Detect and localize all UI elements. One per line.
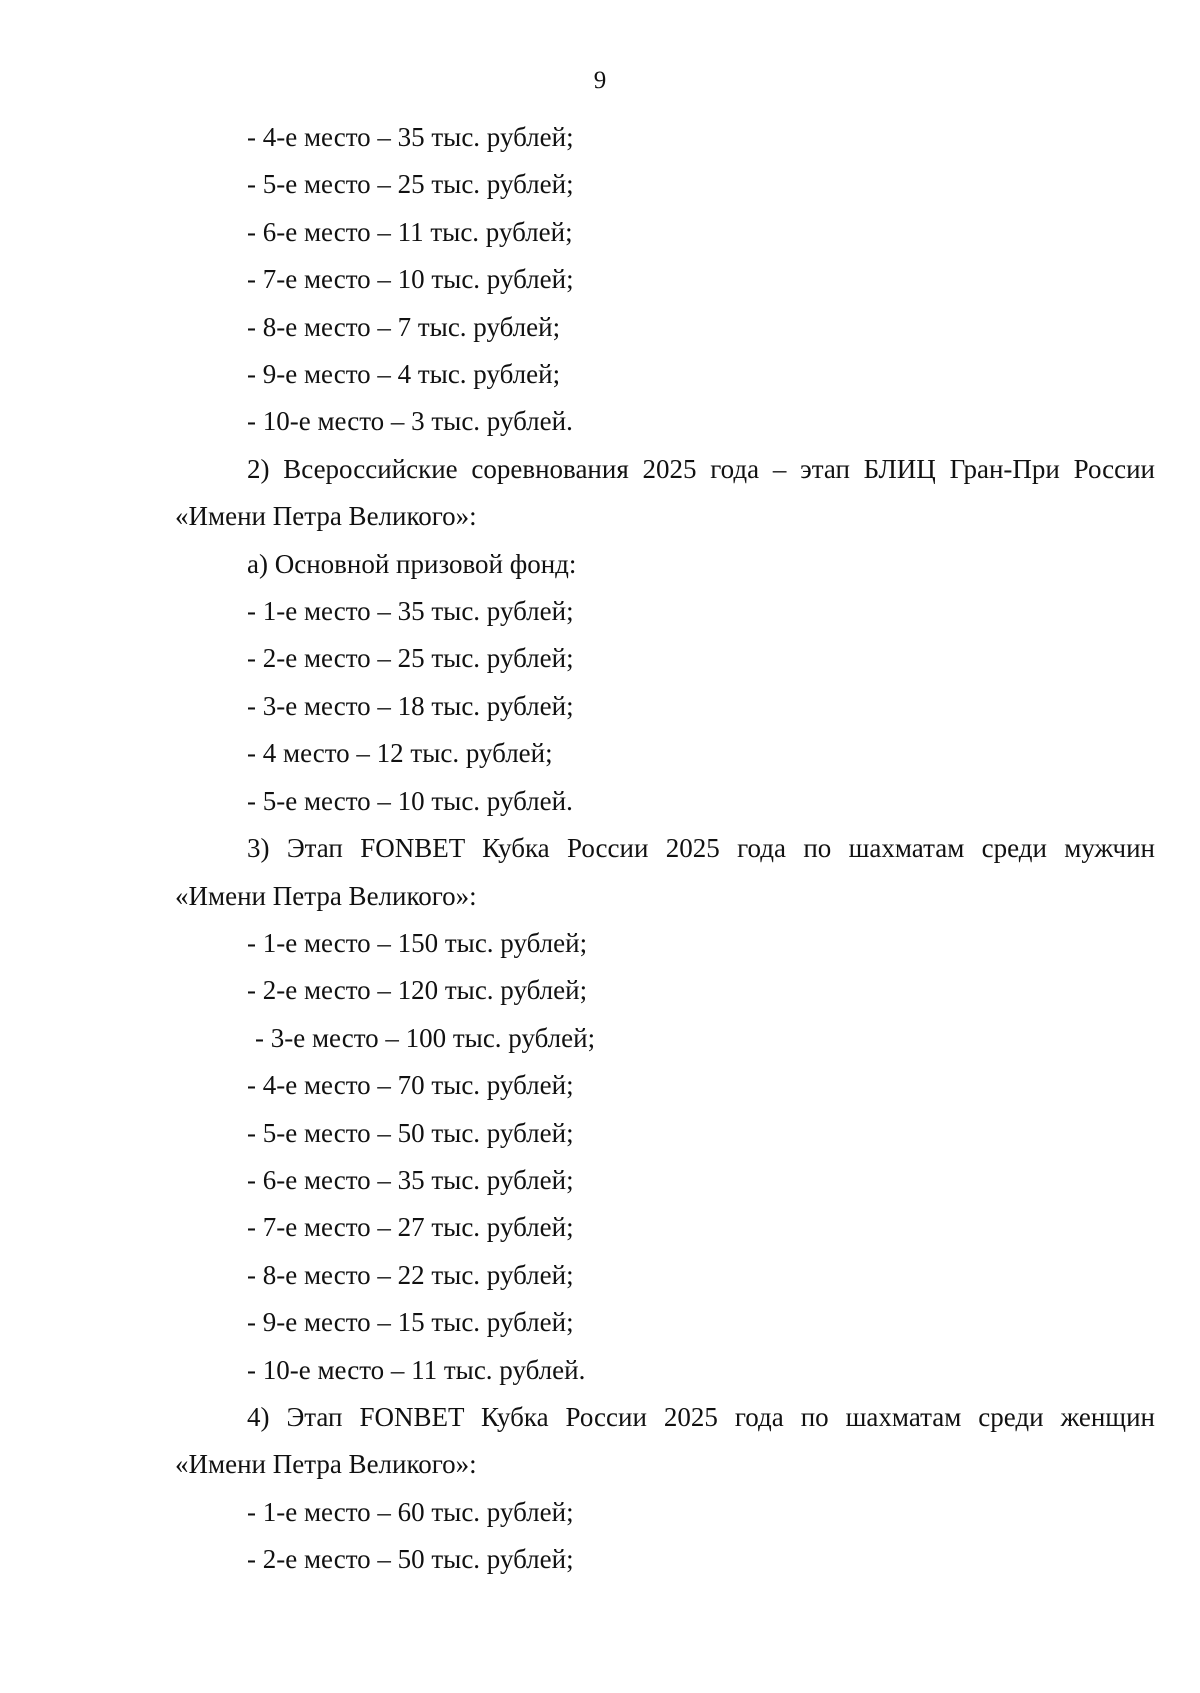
prize-list-continued — [175, 114, 1155, 446]
section-heading-continuation: «Имени Петра Великого»: — [175, 501, 477, 532]
list-item: - 5-е место – 25 тыс. рублей; — [247, 169, 574, 200]
list-item: - 4 место – 12 тыс. рублей; — [247, 738, 553, 769]
list-item: - 7-е место – 10 тыс. рублей; — [247, 264, 574, 295]
list-item: - 5-е место – 10 тыс. рублей. — [247, 785, 573, 816]
list-item: - 1-е место – 35 тыс. рублей; — [247, 596, 574, 627]
list-item: - 6-е место – 11 тыс. рублей; — [247, 216, 573, 247]
list-item: - 3-е место – 18 тыс. рублей; — [247, 690, 574, 721]
section-4 — [175, 1394, 1155, 1584]
list-item: - 7-е место – 27 тыс. рублей; — [247, 1212, 574, 1243]
document-body — [175, 114, 1155, 1584]
list-item: - 2-е место – 50 тыс. рублей; — [247, 1544, 574, 1575]
section-heading: 2) Всероссийские соревнования 2025 года – этап БЛИЦ Гран-При России — [247, 453, 1155, 484]
list-item: - 9-е место – 15 тыс. рублей; — [247, 1307, 574, 1338]
section-3 — [175, 825, 1155, 1394]
section-heading-continuation: «Имени Петра Великого»: — [175, 1449, 477, 1480]
list-item: - 1-е место – 150 тыс. рублей; — [247, 927, 588, 958]
list-item: - 2-е место – 120 тыс. рублей; — [247, 975, 588, 1006]
section-heading: 3) Этап FONBET Кубка России 2025 года по шахматам среди мужчин — [247, 833, 1155, 864]
subheading: а) Основной призовой фонд: — [247, 548, 577, 579]
list-item: - 6-е место – 35 тыс. рублей; — [247, 1164, 574, 1195]
list-item: - 10-е место – 11 тыс. рублей. — [247, 1354, 586, 1385]
list-item: - 8-е место – 7 тыс. рублей; — [247, 311, 561, 342]
list-item: - 4-е место – 70 тыс. рублей; — [247, 1070, 574, 1101]
section-heading-continuation: «Имени Петра Великого»: — [175, 880, 477, 911]
list-item: - 3-е место – 100 тыс. рублей; — [255, 1022, 596, 1053]
list-item: - 2-е место – 25 тыс. рублей; — [247, 643, 574, 674]
list-item: - 8-е место – 22 тыс. рублей; — [247, 1259, 574, 1290]
list-item: - 1-е место – 60 тыс. рублей; — [247, 1496, 574, 1527]
list-item: - 4-е место – 35 тыс. рублей; — [247, 122, 574, 152]
list-item: - 9-е место – 4 тыс. рублей; — [247, 359, 561, 390]
page-number: 9 — [593, 67, 607, 94]
list-item: - 5-е место – 50 тыс. рублей; — [247, 1117, 574, 1148]
section-2 — [175, 446, 1155, 825]
section-heading: 4) Этап FONBET Кубка России 2025 года по шахматам среди женщин — [247, 1401, 1155, 1432]
list-item: - 10-е место – 3 тыс. рублей. — [247, 406, 573, 437]
